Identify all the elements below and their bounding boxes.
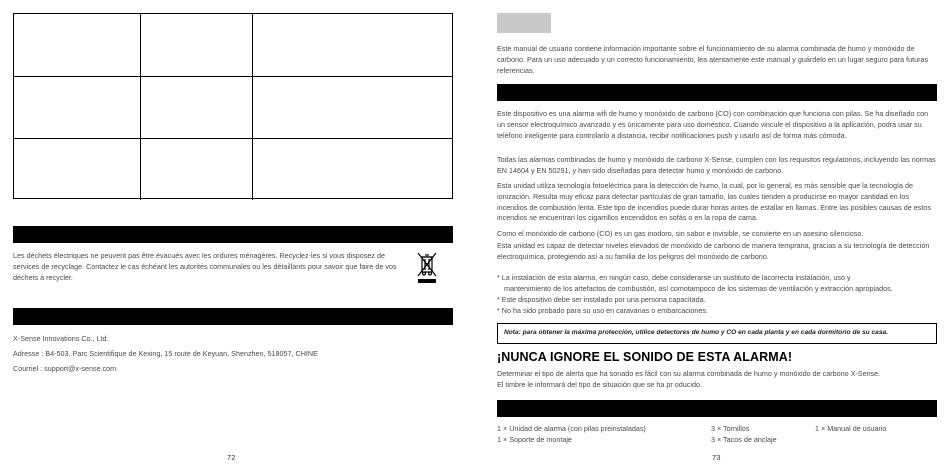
- table-row: [14, 14, 452, 76]
- detection-paragraph: Esta unidad es capaz de detectar niveles elevados de monóxido de carbono de manera temprana, gracias a su tecnología de detección electroquímica, protegiendo así a su familia de los peligros del monóxido de carbono.: [497, 241, 930, 261]
- page-number: 73: [712, 453, 721, 462]
- table-cell: [14, 139, 141, 200]
- warning-text: El timbre le informará del tipo de situación que se ha pr oducido.: [497, 380, 702, 389]
- weee-disposal-text: Les déchets électriques ne peuvent pas être évacués avec les ordures ménagères. Recyclez-les si vous disposez de services de recyclage. Contactez le cas échéant les autorités communales ou les détaillants pour savoir que faire de vos déchets à recycler.: [13, 251, 397, 282]
- bullet-note: * Este dispositivo debe ser instalado por una persona capacitada.: [497, 295, 706, 304]
- table-cell: [14, 14, 141, 76]
- company-name: X-Sense Innovations Co., Ltd.: [13, 334, 109, 343]
- page-number: 72: [227, 453, 236, 462]
- intro-paragraph: Este manual de usuario contiene información importante sobre el funcionamiento de su alarma combinada de humo y monóxido de carbono. Para un uso adecuado y un correcto funcionamiento, lea atentamente este manual y guárdelo en un lugar seguro para futuras referencias.: [497, 44, 929, 75]
- bullet-note: mantenimiento de los artefactos de combustión, así comotampoco de los sistemas de ventilación y extracción apropiados.: [504, 284, 893, 293]
- photoelectric-paragraph: Esta unidad utiliza tecnología fotoeléctrica para la detección de humo, la cual, por lo general, es más sensible que la tecnología de ionización. Resulta muy eficaz para detectar partículas de gran tamaño, las cuales tienden a producirse en mayor cantidad en los incendios de combustión lenta. Este tipo de incendios puede durar horas antes de estallar en llamas. Entre las posibles causas de estos incendios se encuentran los cigarrillos encendidos en sofás o en la ropa de cama.: [497, 181, 931, 223]
- contents-item: 1 × Soporte de montaje: [497, 435, 572, 444]
- table-row: [14, 76, 452, 138]
- table-row: [14, 138, 452, 200]
- company-email: Courriel : support@x-sense.com: [13, 364, 117, 373]
- warning-title: ¡NUNCA IGNORE EL SONIDO DE ESTA ALARMA!: [497, 350, 793, 364]
- section-header-bar: [13, 308, 453, 325]
- table-cell: [141, 14, 253, 76]
- empty-table: [13, 13, 453, 199]
- table-cell: [141, 77, 253, 138]
- warning-text: Determinar el tipo de alerta que ha sonado es fácil con su alarma combinada de humo y monóxido de carbono X-Sense.: [497, 369, 881, 378]
- contents-item: 3 × Tornillos: [711, 424, 750, 433]
- contents-item: 1 × Unidad de alarma (con pilas preinstaladas): [497, 424, 646, 433]
- crossed-bin-icon: [416, 251, 438, 285]
- standards-paragraph: Todas las alarmas combinadas de humo y monóxido de carbono X-Sense, cumplen con los requisitos regulatorios, incluyendo las normas EN 14604 y EN 50291, y han sido diseñadas para detectar humo y monóxido de carbono.: [497, 155, 936, 175]
- section-header-grey: [497, 13, 551, 33]
- company-address: Adresse : B4-503, Parc Scientifique de Kexing, 15 route de Keyuan, Shenzhen, 518057, CHINE: [13, 349, 318, 358]
- bullet-note: * La instalación de esta alarma, en ningún caso, debe considerarse un sustituto de lacorrecta instalación, uso y: [497, 273, 851, 282]
- contents-item: 1 × Manual de usuario: [815, 424, 887, 433]
- contents-item: 3 × Tacos de anclaje: [711, 435, 777, 444]
- section-header-bar: [497, 84, 937, 101]
- section-header-bar: [13, 226, 453, 243]
- bullet-note: * No ha sido probado para su uso en caravanas o embarcaciones.: [497, 306, 708, 315]
- note-box: [497, 323, 937, 344]
- table-cell: [141, 139, 253, 200]
- description-paragraph: Este dispositivo es una alarma wifi de humo y monóxido de carbono (CO) con combinación que funciona con pilas. Se ha diseñado con un sensor electroquímico avanzado y es únicamente para uso doméstico. Cuando vincule el dispositivo a la aplicación, podrá usar su teléfono inteligente para controlarlo a distancia, recibir notificaciones push y usarlo así de forma más cómoda.: [497, 109, 929, 140]
- table-cell: [14, 77, 141, 138]
- section-header-bar: [497, 400, 937, 417]
- co-paragraph: Como el monóxido de carbono (CO) es un gas inodoro, sin sabor e invisible, se convierte en un asesino silencioso.: [497, 229, 864, 238]
- note-text: Nota: para obtener la máxima protección, utilice detectores de humo y CO en cada planta y en cada dormitorio de su casa.: [504, 329, 889, 336]
